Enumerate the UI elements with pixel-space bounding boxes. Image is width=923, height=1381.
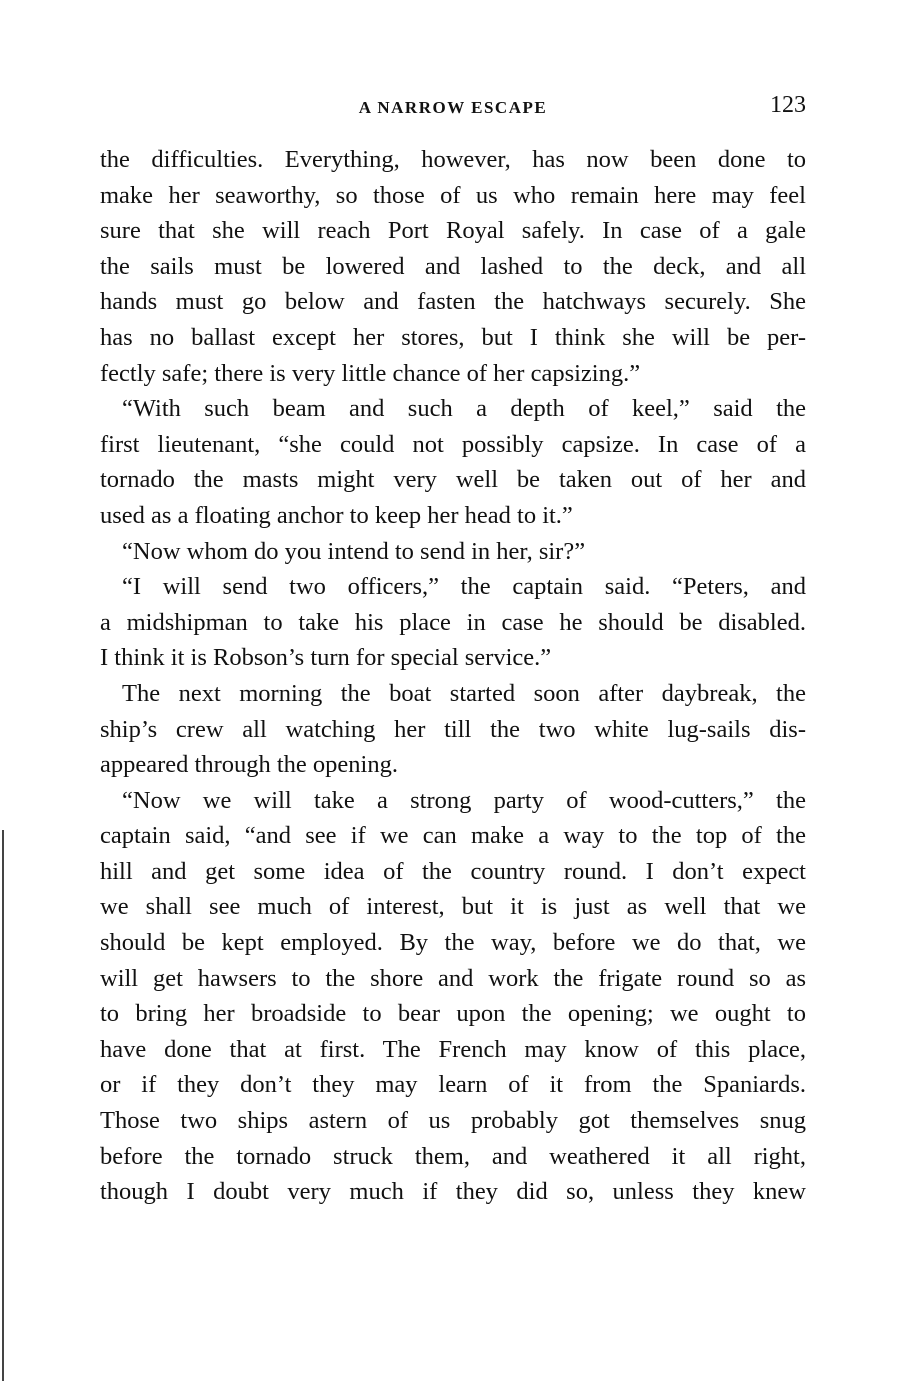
text-line: Those two ships astern of us probably got themselves snug bbox=[100, 1107, 806, 1135]
text-line: the difficulties. Everything, however, has now been done to bbox=[100, 146, 806, 173]
text-line: sure that she will reach Port Royal safely. In case of a gale bbox=[100, 217, 806, 245]
text-line: The next morning the boat started soon after daybreak, the bbox=[122, 679, 806, 707]
text-line: “With such beam and such a depth of keel,” said the bbox=[122, 395, 806, 423]
text-line: ship’s crew all watching her till the two white lug-sails dis- bbox=[100, 715, 806, 743]
text-line: “I will send two officers,” the captain said. “Peters, and bbox=[122, 573, 806, 601]
scan-edge-line bbox=[2, 830, 4, 1381]
text-line: should be kept employed. By the way, before we do that, we bbox=[100, 929, 806, 957]
text-line: have done that at first. The French may know of this place, bbox=[100, 1035, 806, 1063]
text-line: a midshipman to take his place in case he should be disabled. bbox=[100, 608, 806, 636]
text-line: though I doubt very much if they did so, unless they knew bbox=[100, 1178, 806, 1206]
text-line: will get hawsers to the shore and work the frigate round so as bbox=[100, 964, 806, 992]
body-text bbox=[100, 142, 806, 1210]
text-line: captain said, “and see if we can make a way to the top of the bbox=[100, 822, 806, 850]
running-title: A NARROW ESCAPE bbox=[358, 98, 548, 117]
text-line: used as a floating anchor to keep her head to it.” bbox=[100, 501, 573, 529]
page-header bbox=[100, 92, 806, 122]
text-line: the sails must be lowered and lashed to the deck, and all bbox=[100, 252, 806, 280]
text-line: tornado the masts might very well be taken out of her and bbox=[100, 466, 806, 494]
text-line: appeared through the opening. bbox=[100, 751, 398, 779]
text-line: we shall see much of interest, but it is just as well that we bbox=[100, 893, 806, 921]
text-line: hill and get some idea of the country round. I don’t expect bbox=[100, 857, 806, 885]
text-line: or if they don’t they may learn of it from the Spaniards. bbox=[100, 1071, 806, 1099]
text-line: make her seaworthy, so those of us who remain here may feel bbox=[100, 181, 806, 209]
text-line: before the tornado struck them, and weathered it all right, bbox=[100, 1142, 806, 1170]
text-line: to bring her broadside to bear upon the opening; we ought to bbox=[100, 1000, 806, 1028]
text-line: hands must go below and fasten the hatchways securely. She bbox=[100, 288, 806, 316]
text-line: fectly safe; there is very little chance of her capsizing.” bbox=[100, 359, 641, 387]
text-line: has no ballast except her stores, but I think she will be per- bbox=[100, 323, 806, 351]
text-line: “Now whom do you intend to send in her, sir?” bbox=[122, 537, 586, 565]
text-line: first lieutenant, “she could not possibly capsize. In case of a bbox=[100, 430, 806, 458]
text-line: I think it is Robson’s turn for special service.” bbox=[100, 644, 552, 672]
text-line: “Now we will take a strong party of wood-cutters,” the bbox=[122, 786, 806, 814]
page-number: 123 bbox=[770, 92, 806, 118]
